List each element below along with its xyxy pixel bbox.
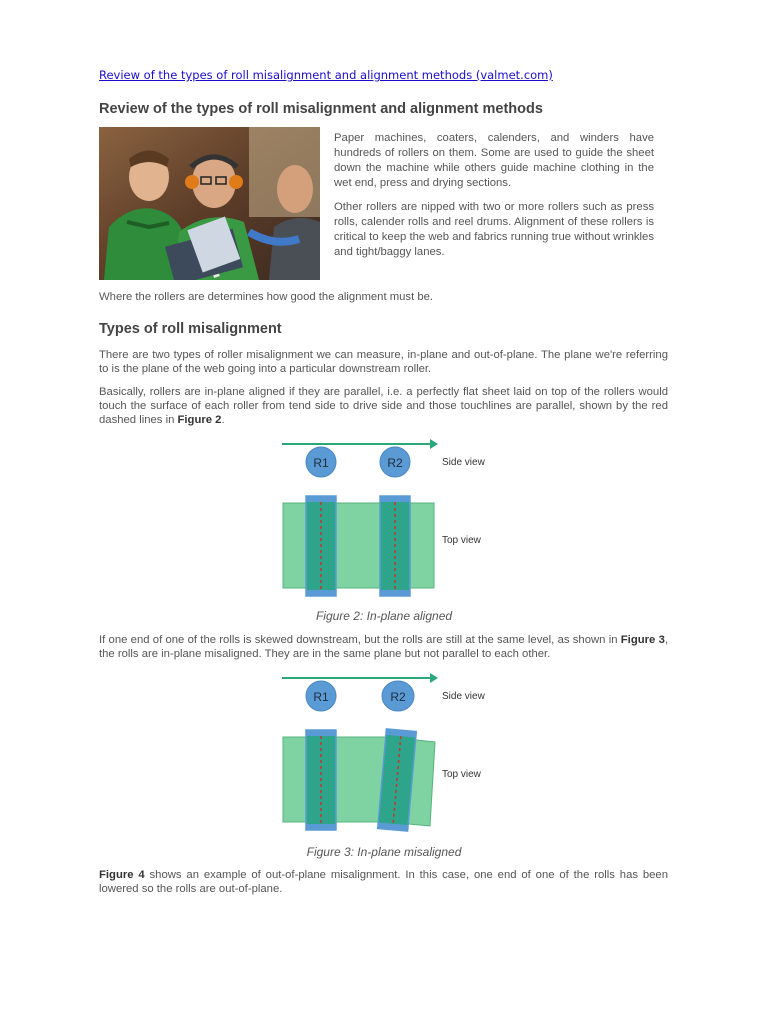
figure-2-diagram xyxy=(280,436,500,602)
figure-2-caption: Figure 2: In-plane aligned xyxy=(315,609,453,623)
intro-text xyxy=(334,131,654,269)
flow-arrow-head xyxy=(430,439,438,449)
figure-2-ref: Figure 2 xyxy=(177,414,222,426)
paragraph-misaligned xyxy=(99,633,668,661)
roller-r2-label: R2 xyxy=(390,690,406,704)
page-title: Review of the types of roll misalignment and alignment methods xyxy=(99,101,543,117)
roller-r2-end-bottom xyxy=(380,590,410,596)
paragraph-in-plane xyxy=(99,385,668,427)
paragraph-types: There are two types of roller misalignment we can measure, in-plane and out-of-plane. The plane we're referring to is the plane of the web going into a particular downstream roller. xyxy=(99,349,668,375)
roller-r1-end-top xyxy=(306,730,336,736)
roller-r1-end-bottom xyxy=(306,824,336,830)
figure-3-diagram xyxy=(280,670,500,836)
roller-r2-label: R2 xyxy=(387,456,403,470)
paragraph-misaligned-start: If one end of one of the rolls is skewed downstream, but the rolls are still at the same level, as shown in xyxy=(99,634,621,646)
paragraph-in-plane-end: . xyxy=(221,414,225,426)
rollers-sentence: Where the rollers are determines how good the alignment must be. xyxy=(99,291,434,303)
paragraph-misaligned-end: , the rolls are in-plane misaligned. They are in the same plane but not parallel to each other. xyxy=(99,634,668,660)
paragraph-out-of-plane xyxy=(99,868,668,896)
roller-r1-label: R1 xyxy=(313,690,329,704)
roller-r1-end-top xyxy=(306,496,336,502)
roller-r2-end-top xyxy=(380,496,410,502)
roller-r1-end-bottom xyxy=(306,590,336,596)
side-view-label: Side view xyxy=(442,691,485,702)
figure-3-caption: Figure 3: In-plane misaligned xyxy=(306,845,462,859)
paragraph-in-plane-text: Basically, rollers are in-plane aligned if they are parallel, i.e. a perfectly flat sheet laid on top of the rollers would touch the surface of each roller from tend side to drive side and those touchlines are parallel, shown by the red dashed lines in xyxy=(99,386,668,426)
paragraph-out-of-plane-text: shows an example of out-of-plane misalignment. In this case, one end of one of the rolls has been lowered so the rolls are out-of-plane. xyxy=(99,869,668,895)
intro-paragraph-2: Other rollers are nipped with two or more rollers such as press rolls, calender rolls and reel drums. Alignment of these rollers is critical to keep the web and fabrics running true without wrinkles and tight/baggy lanes. xyxy=(334,201,654,258)
top-view-label: Top view xyxy=(442,535,481,546)
figure-4-ref: Figure 4 xyxy=(99,869,145,881)
roller-r1-label: R1 xyxy=(313,456,329,470)
workers-photo xyxy=(99,127,320,280)
flow-arrow-head xyxy=(430,673,438,683)
figure-3-ref: Figure 3 xyxy=(620,634,665,646)
intro-paragraph-1: Paper machines, coaters, calenders, and winders have hundreds of rollers on them. Some are used to guide the sheet down the machine while others guide machine clothing in the wet end, press and drying sections. xyxy=(334,132,654,189)
section-heading: Types of roll misalignment xyxy=(99,321,282,337)
side-view-label: Side view xyxy=(442,457,485,468)
top-view-label: Top view xyxy=(442,769,481,780)
source-link[interactable]: Review of the types of roll misalignment and alignment methods (valmet.com) xyxy=(99,68,553,82)
